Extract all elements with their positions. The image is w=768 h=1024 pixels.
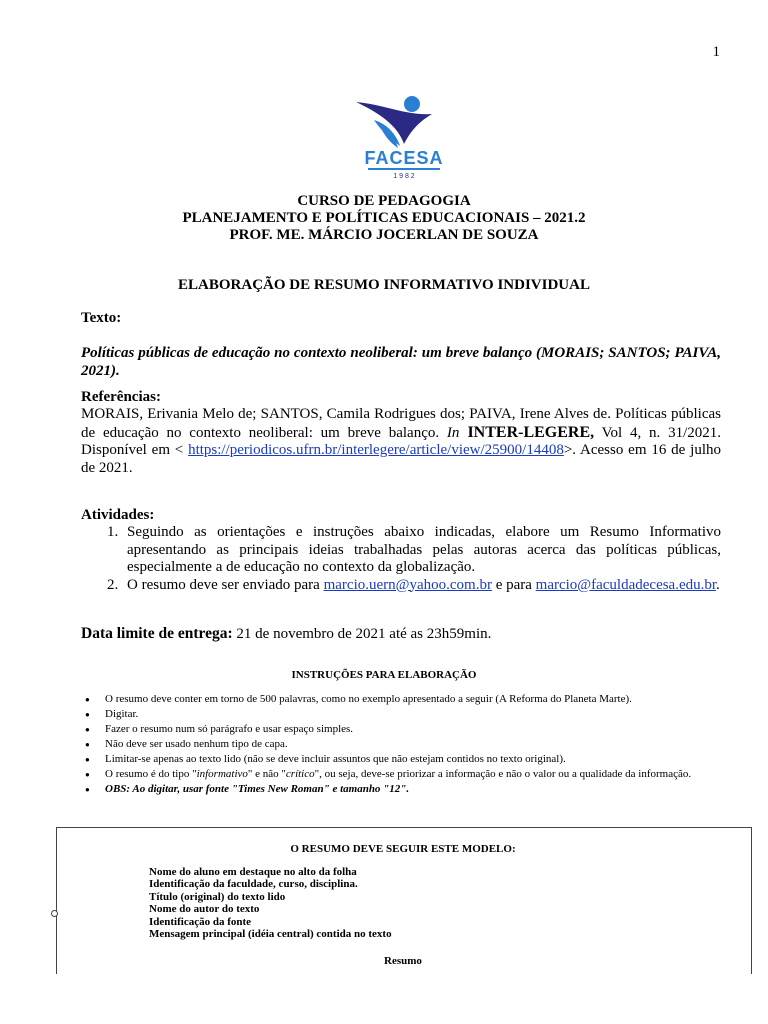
email-link-1[interactable]: marcio.uern@yahoo.com.br [323,576,492,593]
deadline-value: 21 de novembro de 2021 até as 23h59min. [232,626,492,642]
ref-part1: MORAIS, Erivania Melo de; SANTOS, Camila Rodrigues dos; PAIVA, Irene Alves de. Políticas públicas de educação no contexto neoliberal: um breve balanço. [81,406,721,441]
discipline-title: PLANEJAMENTO E POLÍTICAS EDUCACIONAIS – 2021.2 [182,210,586,226]
ref-part3: >. Acesso em 16 de julho de 2021. [81,442,721,476]
item-number: 1. [107,524,119,540]
instrucao-text-e: ", ou seja, deve-se priorizar a informação e não o valor ou a qualidade da informação. [314,768,692,780]
atividades-label: Atividades: [81,507,155,523]
email-link-2[interactable]: marcio@faculdadecesa.edu.br [535,576,717,593]
obs-text: OBS: Ao digitar, usar fonte "Times New Roman" e tamanho "12". [105,783,410,795]
course-title: CURSO DE PEDAGOGIA [297,193,471,209]
item-text-post: . [716,576,720,593]
bullet-icon: ● [85,770,90,779]
item-text-mid: e para [491,576,536,593]
instrucao-text: O resumo deve conter em torno de 500 palavras, como no exemplo apresentado a seguir (A Reforma do Planeta Marte). [105,693,632,705]
instrucao-text-c: " e não " [247,768,286,780]
margin-marker [51,910,58,917]
instrucao-item [81,722,731,737]
modelo-line: Nome do autor do texto [149,903,260,916]
texto-label: Texto: [81,310,122,326]
atividade-item-1 [81,524,721,577]
instrucao-text: Não deve ser usado nenhum tipo de capa. [105,738,288,750]
instrucao-item [81,707,731,722]
deadline-label: Data limite de entrega: [81,625,233,642]
modelo-line: Nome do aluno em destaque no alto da folha [149,866,357,878]
item-number: 2. [107,576,119,593]
ref-part2: Vol 4, n. 31/2021. Disponível em < [81,424,721,458]
bullet-icon: ● [85,710,90,719]
bullet-icon: ● [85,785,90,794]
professor-name: PROF. ME. MÁRCIO JOCERLAN DE SOUZA [229,227,539,243]
instrucoes-list [81,692,731,797]
instrucao-item [81,737,731,752]
instrucoes-title: INSTRUÇÕES PARA ELABORAÇÃO [291,669,477,681]
instrucao-text-a: O resumo é do tipo " [105,768,197,780]
ref-url-link[interactable]: https://periodicos.ufrn.br/interlegere/article/view/25900/14408 [188,442,564,458]
instrucao-text: Digitar. [105,708,139,720]
modelo-line: Mensagem principal (idéia central) contida no texto [149,928,392,941]
assignment-title: ELABORAÇÃO DE RESUMO INFORMATIVO INDIVIDUAL [178,277,590,293]
atividades-list [81,524,721,594]
referencia-text [81,406,721,477]
bullet-icon: ● [85,740,90,749]
modelo-title: O RESUMO DEVE SEGUIR ESTE MODELO: [290,843,516,855]
instrucao-item [81,767,731,782]
bullet-icon: ● [85,755,90,764]
page-number: 1 [712,44,720,60]
instrucao-text-b: informativo [196,768,248,780]
instrucao-obs [81,782,731,797]
instrucao-item [81,692,731,707]
facesa-logo [352,94,456,180]
resumo-heading: Resumo [384,955,422,967]
item-text-pre: O resumo deve ser enviado para [127,576,324,593]
referencias-label: Referências: [81,389,161,405]
modelo-lines [149,866,392,940]
logo-name: FACESA [364,148,444,168]
ref-in: In [446,424,460,441]
modelo-line: Título (original) do texto lido [149,890,286,903]
instrucao-text-d: crítico [285,768,315,780]
ref-journal: INTER-LEGERE, [459,423,595,441]
atividade-item-2 [81,577,721,595]
item-text: Seguindo as orientações e instruções abaixo indicadas, elabore um Resumo Informativo apresentando as principais ideias trabalhadas pelas autoras acerca das políticas públicas, especialmente a de educação no contexto da globalização. [127,524,721,575]
texto-content: Políticas públicas de educação no contexto neoliberal: um breve balanço (MORAIS; SANTOS; PAIVA, 2021). [81,345,721,379]
instrucao-text: Fazer o resumo num só parágrafo e usar espaço simples. [105,723,354,735]
bullet-icon: ● [85,725,90,734]
logo-year: 1 9 8 2 [393,173,415,180]
deadline [81,625,721,644]
instrucao-text: Limitar-se apenas ao texto lido (não se deve incluir assuntos que não estejam contidos no texto original). [105,753,566,765]
bullet-icon: ● [85,695,90,704]
instrucao-item [81,752,731,767]
modelo-line: Identificação da fonte [149,915,252,928]
modelo-line: Identificação da faculdade, curso, disciplina. [149,878,358,891]
